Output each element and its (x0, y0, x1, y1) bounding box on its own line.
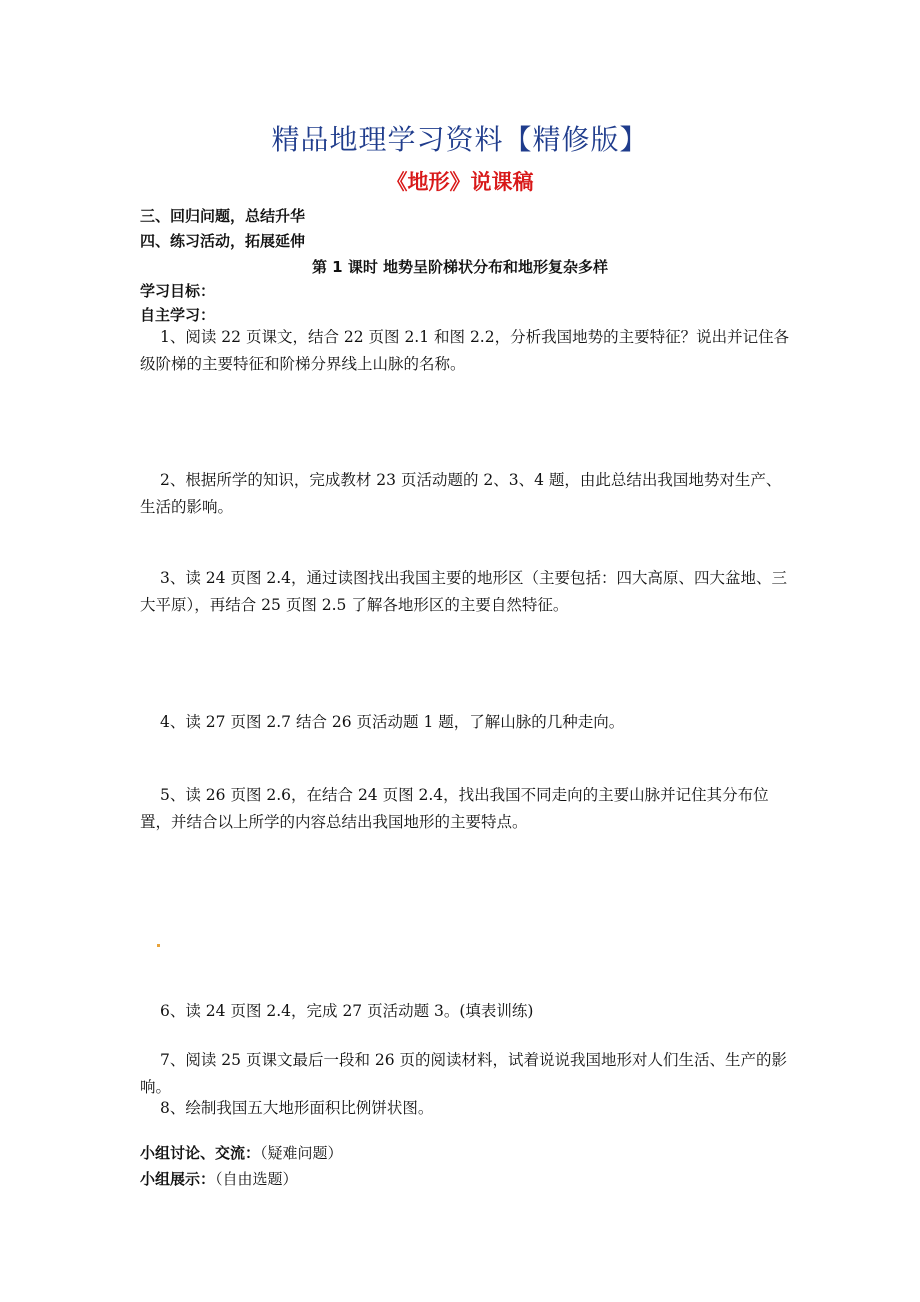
group-show-line (140, 1168, 298, 1189)
study-item-6: 6、读 24 页图 2.4，完成 27 页活动题 3。(填表训练) (160, 1002, 534, 1020)
study-item-5: 5、读 26 页图 2.6，在结合 24 页图 2.4，找出我国不同走向的主要山脉并记住其分布位置，并结合以上所学的内容总结出我国地形的主要特点。 (140, 786, 769, 831)
learning-goals-label: 学习目标： (140, 282, 216, 300)
lesson-title: 第 1 课时 地势呈阶梯状分布和地形复杂多样 (311, 258, 609, 276)
self-study-label: 自主学习： (140, 306, 216, 324)
group-show-note: （自由选题） (215, 1170, 298, 1188)
group-discussion-label: 小组讨论、交流： (140, 1144, 261, 1162)
study-item-2: 2、根据所学的知识，完成教材 23 页活动题的 2、3、4 题，由此总结出我国地势对生产、生活的影响。 (140, 471, 782, 516)
group-discussion-note: （疑难问题） (260, 1144, 343, 1162)
group-discussion-line (140, 1142, 343, 1163)
document-title: 精品地理学习资料【精修版】 (271, 123, 649, 156)
section-four-heading: 四、练习活动，拓展延伸 (140, 232, 306, 250)
document-subtitle: 《地形》说课稿 (386, 170, 534, 194)
study-item-8: 8、绘制我国五大地形面积比例饼状图。 (160, 1099, 434, 1117)
group-show-label: 小组展示： (140, 1170, 216, 1188)
study-item-3: 3、读 24 页图 2.4，通过读图找出我国主要的地形区（主要包括：四大高原、四大盆地、三大平原），再结合 25 页图 2.5 了解各地形区的主要自然特征。 (140, 569, 788, 614)
stray-mark (157, 944, 160, 947)
study-item-7: 7、阅读 25 页课文最后一段和 26 页的阅读材料，试着说说我国地形对人们生活、生产的影响。 (140, 1051, 788, 1096)
study-item-1: 1、阅读 22 页课文，结合 22 页图 2.1 和图 2.2，分析我国地势的主要特征？说出并记住各级阶梯的主要特征和阶梯分界线上山脉的名称。 (140, 328, 790, 373)
study-item-4: 4、读 27 页图 2.7 结合 26 页活动题 1 题，了解山脉的几种走向。 (160, 713, 625, 731)
section-three-heading: 三、回归问题，总结升华 (140, 207, 306, 225)
